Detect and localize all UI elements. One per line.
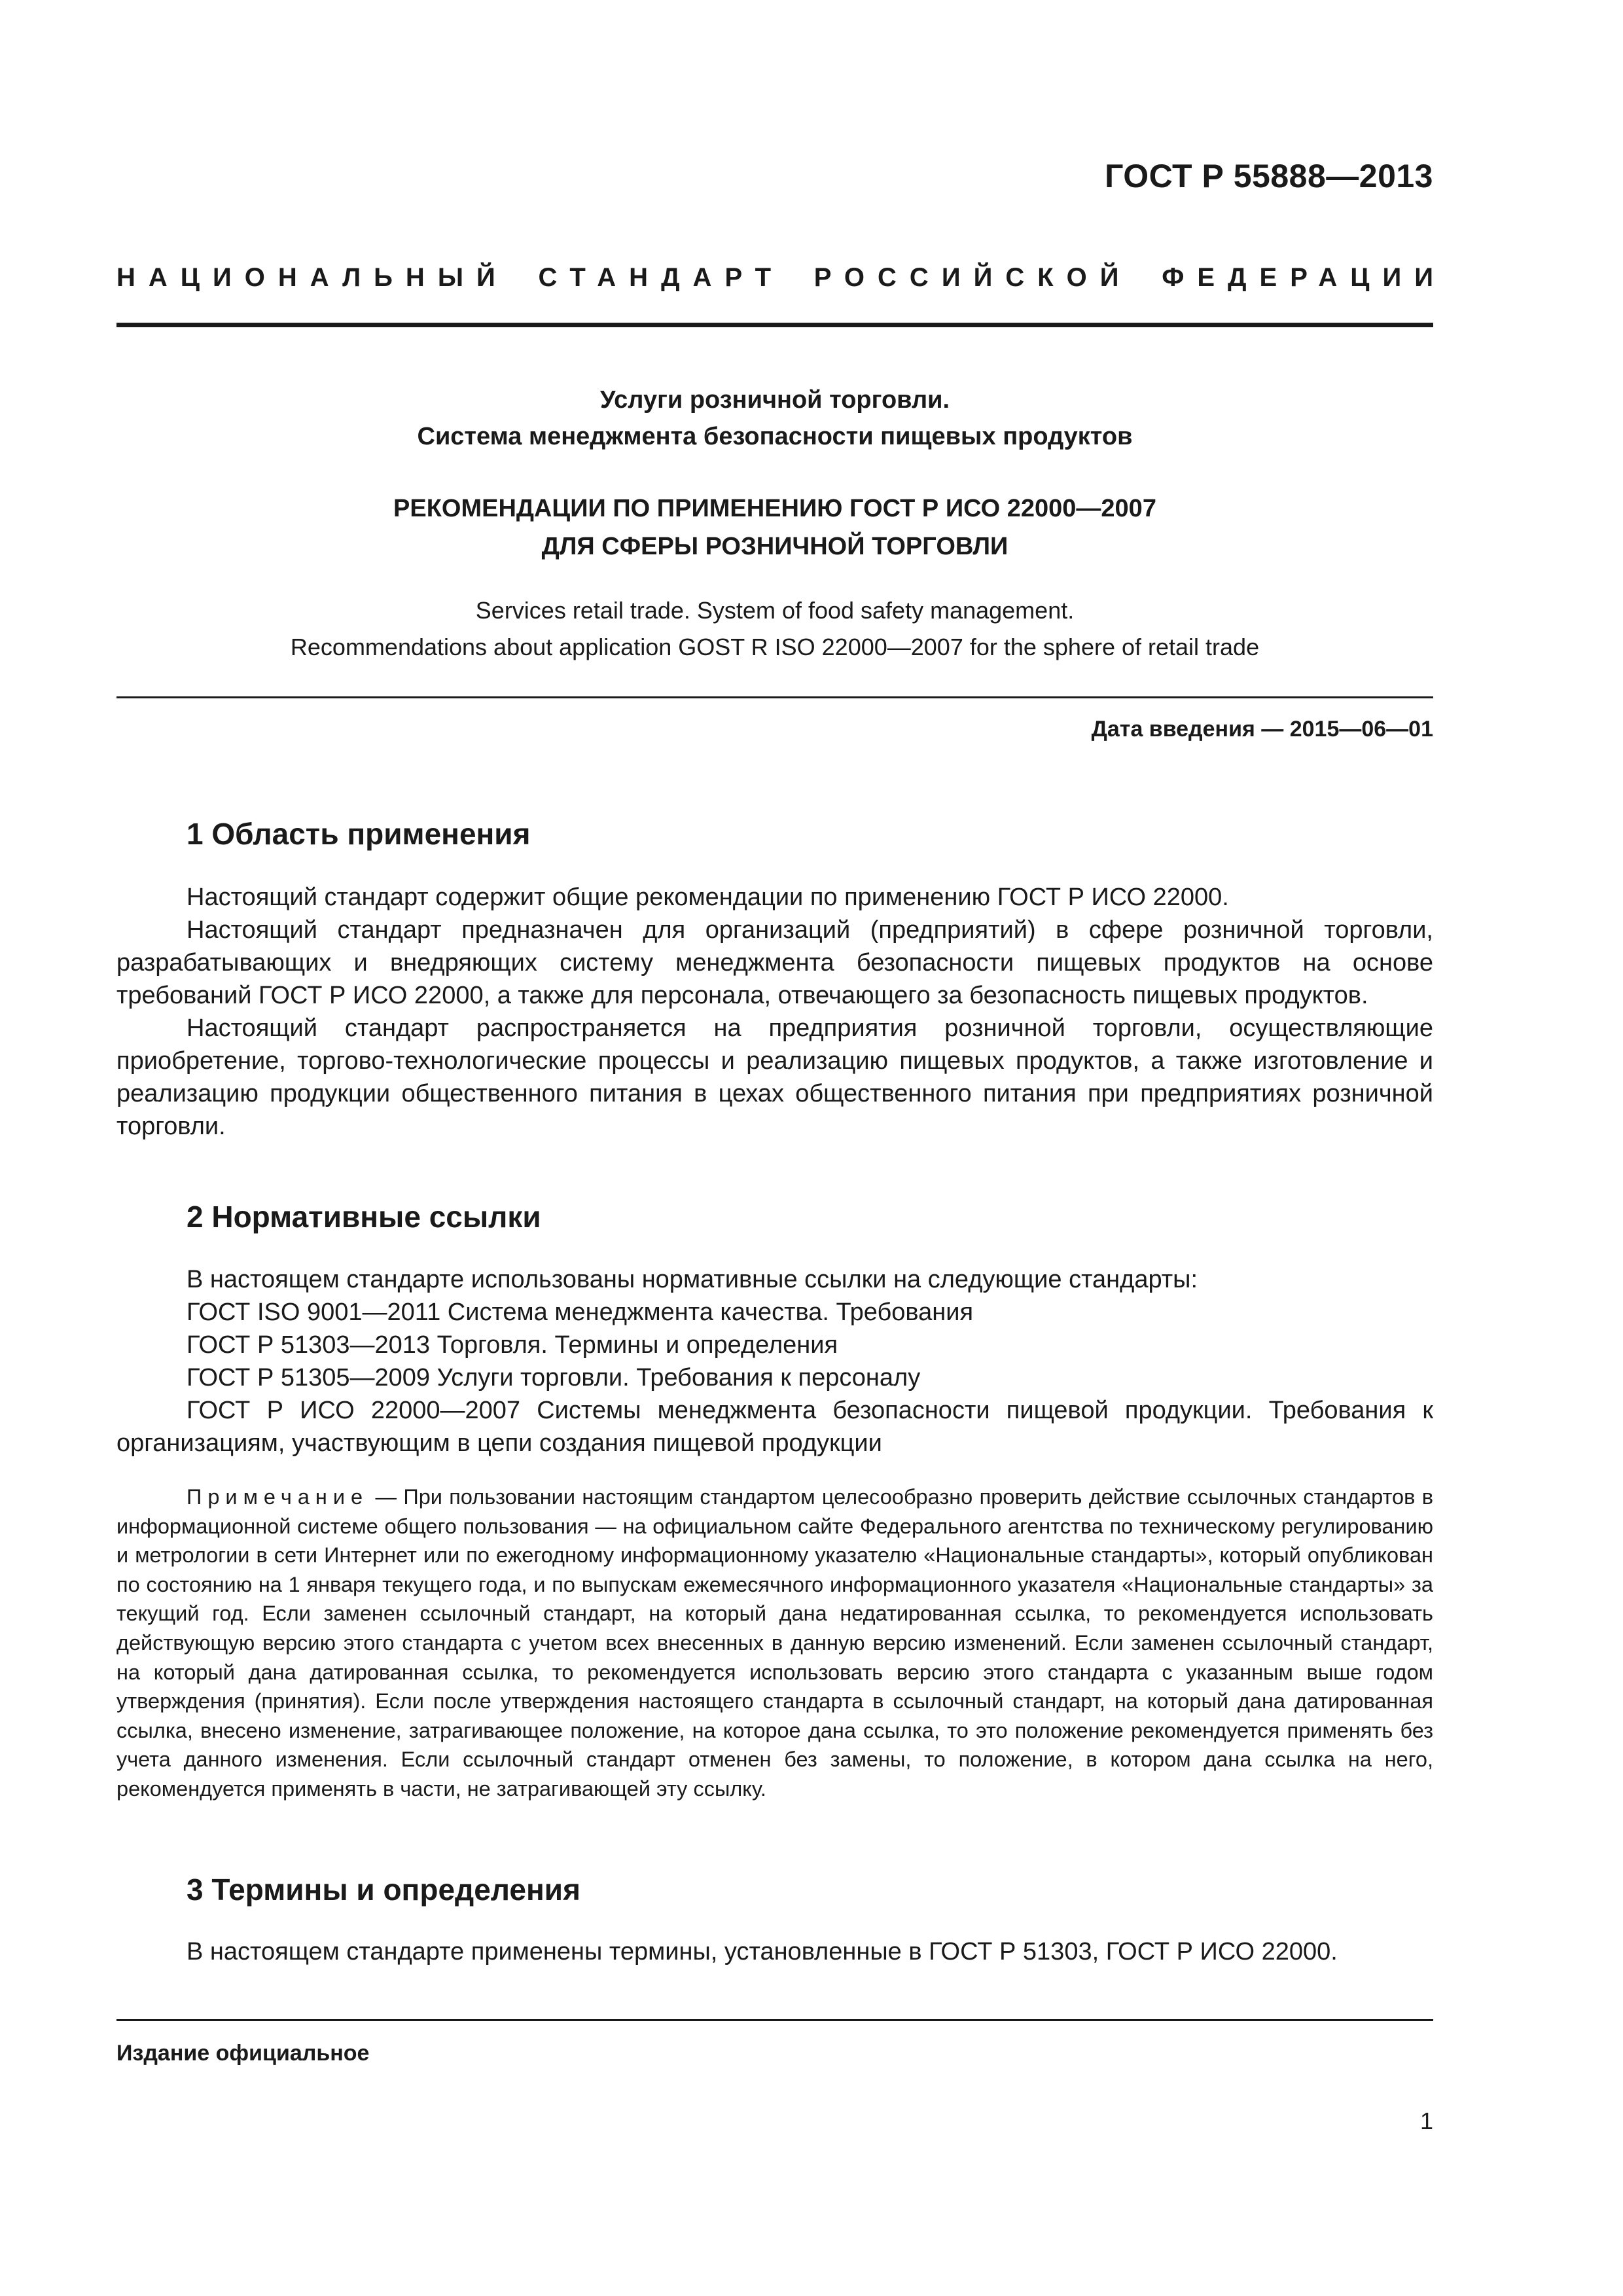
reference-item: ГОСТ Р 51305—2009 Услуги торговли. Требования к персоналу <box>187 1364 921 1391</box>
header-rule <box>116 323 1433 327</box>
paragraph: Настоящий стандарт распространяется на предприятия розничной торговли, осуществляющие приобретение, торгово-технологические процессы и реализацию пищевых продуктов, а также изготовление и реализацию продукции общественного питания в цехах общественного питания при предприятиях розничной торговли. <box>116 1014 1433 1140</box>
paragraph: Настоящий стандарт содержит общие рекомендации по применению ГОСТ Р ИСО 22000. <box>187 884 1229 911</box>
page-number: 1 <box>1419 2108 1433 2134</box>
banner-word: ФЕДЕРАЦИИ <box>1162 263 1446 292</box>
date-of-introduction: Дата введения — 2015—06—01 <box>1091 717 1433 742</box>
section-1-body <box>116 881 1433 1143</box>
national-standard-banner <box>116 263 1446 293</box>
section-3-heading: 3 Термины и определения <box>187 1873 580 1907</box>
note-block <box>116 1482 1433 1804</box>
title-english <box>116 592 1433 666</box>
title-rule <box>116 696 1433 698</box>
title-line: Services retail trade. System of food safety management. <box>475 597 1075 624</box>
document-code: ГОСТ Р 55888—2013 <box>1105 158 1433 194</box>
title-line: Recommendations about application GOST R ISO 22000—2007 for the sphere of retail trade <box>290 634 1260 660</box>
title-caps <box>116 490 1433 565</box>
reference-item: ГОСТ Р 51303—2013 Торговля. Термины и определения <box>187 1331 838 1359</box>
banner-word: РОССИЙСКОЙ <box>813 263 1132 292</box>
title-line: ДЛЯ СФЕРЫ РОЗНИЧНОЙ ТОРГОВЛИ <box>541 533 1008 560</box>
footer-rule <box>116 2019 1433 2021</box>
edition-label: Издание официальное <box>116 2041 370 2066</box>
reference-item: ГОСТ ISO 9001—2011 Система менеджмента качества. Требования <box>187 1299 974 1326</box>
paragraph: Настоящий стандарт предназначен для организаций (предприятий) в сфере розничной торговли, разрабатывающих и внедряющих систему менеджмента безопасности пищевых продуктов на основе требований ГОСТ Р ИСО 22000, а также для персонала, отвечающего за безопасность пищевых продуктов. <box>116 916 1433 1009</box>
reference-item: ГОСТ Р ИСО 22000—2007 Системы менеджмента безопасности пищевой продукции. Требования к организациям, участвующим в цепи создания пищевой продукции <box>116 1397 1433 1457</box>
section-3-body <box>116 1935 1433 1968</box>
title-line: РЕКОМЕНДАЦИИ ПО ПРИМЕНЕНИЮ ГОСТ Р ИСО 22000—2007 <box>393 495 1156 522</box>
banner-word: НАЦИОНАЛЬНЫЙ <box>116 263 508 292</box>
title-line: Система менеджмента безопасности пищевых продуктов <box>417 423 1133 450</box>
section-1-heading: 1 Область применения <box>187 817 531 851</box>
paragraph: В настоящем стандарте применены термины, установленные в ГОСТ Р 51303, ГОСТ Р ИСО 22000. <box>187 1938 1338 1965</box>
paragraph: В настоящем стандарте использованы нормативные ссылки на следующие стандарты: <box>187 1266 1198 1293</box>
note-text: — При пользовании настоящим стандартом целесообразно проверить действие ссылочных стандартов в информационной системе общего пользования — на официальном сайте Федерального агентства по техническому регулированию и метрологии в сети Интернет или по ежегодному информационному указателю «Национальные стандарты», который опубликован по состоянию на 1 января текущего года, и по выпускам ежемесячного информационного указателя «Национальные стандарты» за текущий год. Если заменен ссылочный стандарт, на который дана недатированная ссылка, то рекомендуется использовать действующую версию этого стандарта с учетом всех внесенных в данную версию изменений. Если заменен ссылочный стандарт, на который дана датированная ссылка, то рекомендуется использовать версию этого стандарта с указанным выше годом утверждения (принятия). Если после утверждения настоящего стандарта в ссылочный стандарт, на который дана датированная ссылка, внесено изменение, затрагивающее положение, на которое дана ссылка, то это положение рекомендуется применять без учета данного изменения. Если ссылочный стандарт отменен без замены, то положение, в котором дана ссылка на него, рекомендуется применять в части, не затрагивающей эту ссылку. <box>116 1485 1433 1801</box>
note-label: Примечание <box>187 1485 369 1509</box>
title-line: Услуги розничной торговли. <box>599 386 950 414</box>
title-russian <box>116 382 1433 455</box>
section-2-body <box>116 1263 1433 1460</box>
section-2-heading: 2 Нормативные ссылки <box>187 1200 541 1234</box>
banner-word: СТАНДАРТ <box>538 263 785 292</box>
